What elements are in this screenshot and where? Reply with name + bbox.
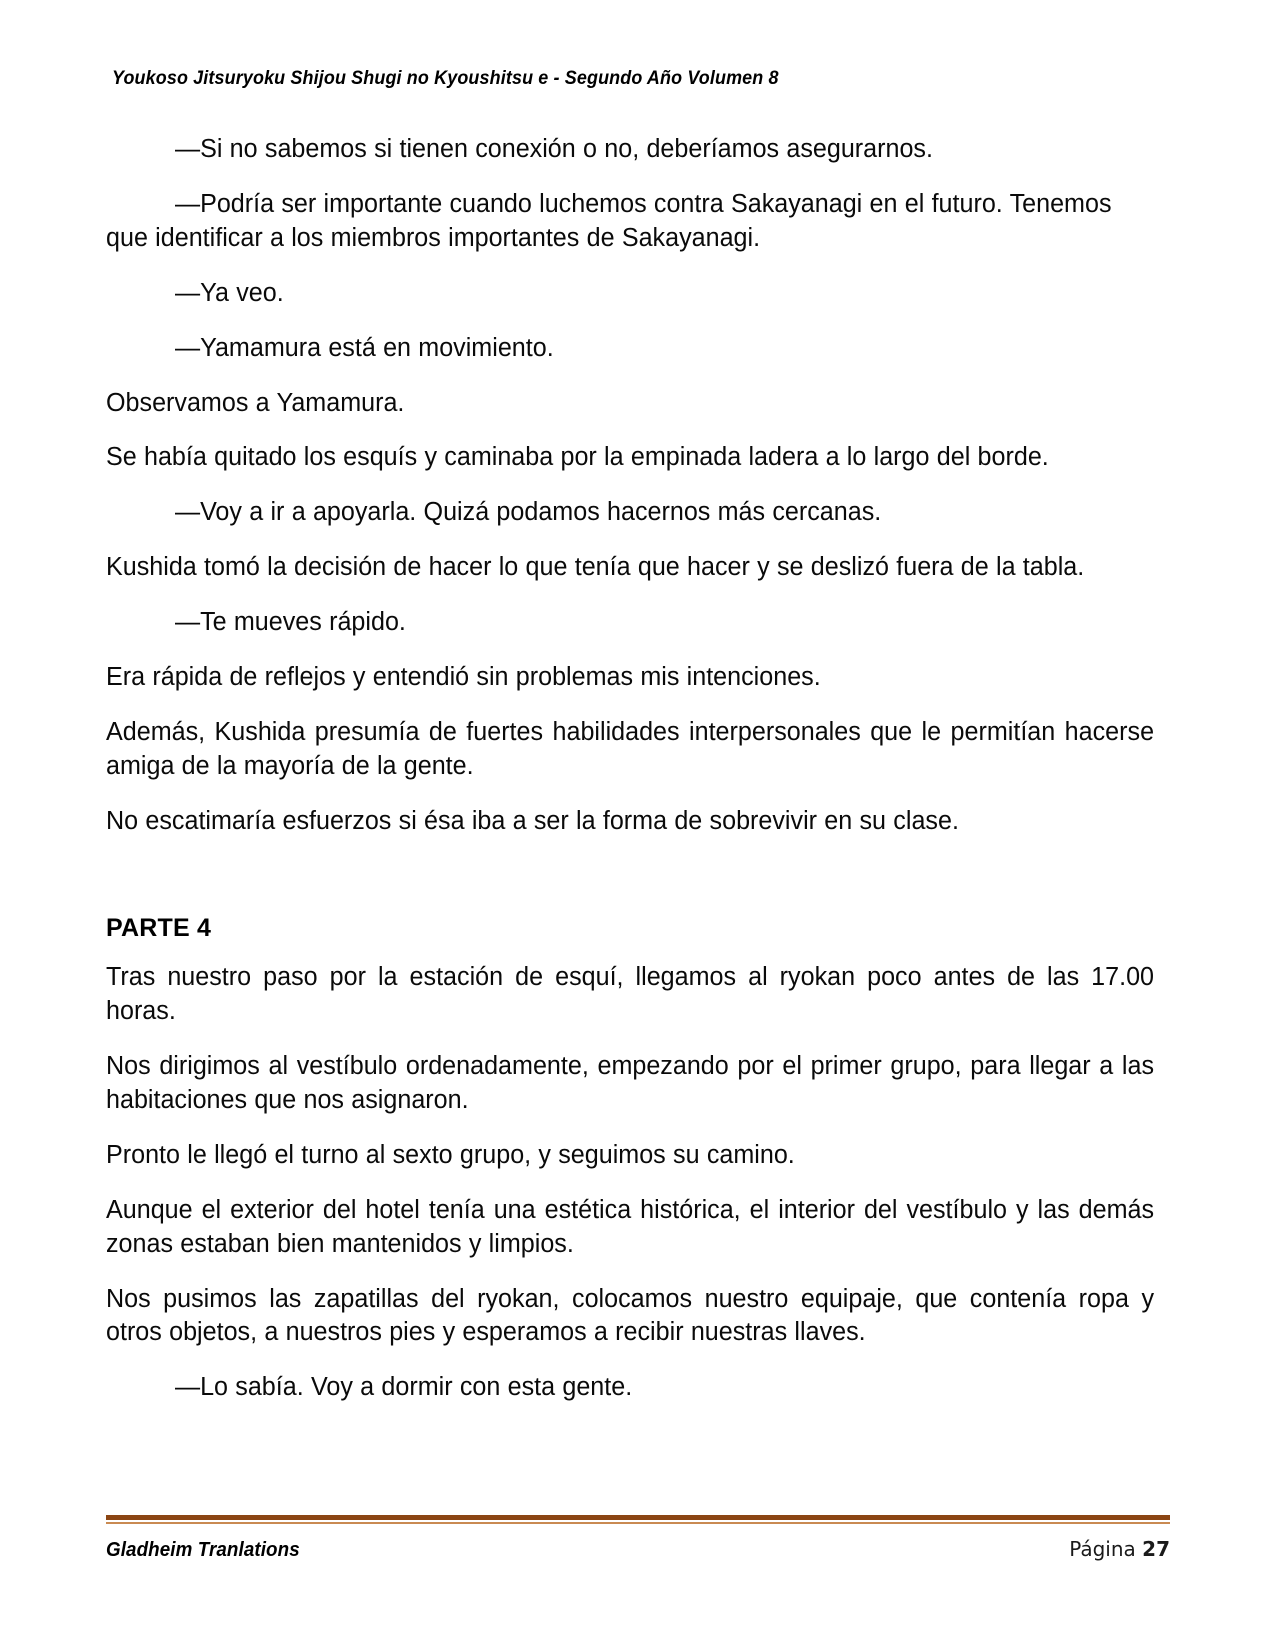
- paragraph: —Voy a ir a apoyarla. Quizá podamos hacernos más cercanas.: [174, 498, 882, 527]
- paragraph: Además, Kushida presumía de fuertes habilidades interpersonales que le permitían hacerse amiga de la mayoría de la gente.: [106, 717, 1155, 780]
- paragraph: —Ya veo.: [174, 278, 284, 307]
- paragraph: —Si no sabemos si tienen conexión o no, deberíamos asegurarnos.: [174, 135, 933, 163]
- page-header: [112, 68, 1164, 95]
- paragraph: Era rápida de reflejos y entendió sin problemas mis intenciones.: [106, 663, 821, 692]
- paragraph: No escatimaría esfuerzos si ésa iba a ser la forma de sobrevivir en su clase.: [106, 806, 959, 835]
- paragraph: —Te mueves rápido.: [174, 608, 406, 637]
- footer-credit: Gladheim Tranlations: [106, 1539, 300, 1561]
- footer-rule-thin: [106, 1522, 1170, 1524]
- paragraph: —Lo sabía. Voy a dormir con esta gente.: [174, 1373, 633, 1402]
- paragraph: Kushida tomó la decisión de hacer lo que tenía que hacer y se deslizó fuera de la tabla.: [106, 553, 1085, 582]
- paragraph: Tras nuestro paso por la estación de esquí, llegamos al ryokan poco antes de las 17.00 horas.: [106, 963, 1155, 1026]
- paragraph: Nos dirigimos al vestíbulo ordenadamente, empezando por el primer grupo, para llegar a las habitaciones que nos asignaron.: [106, 1052, 1155, 1114]
- footer-row: [106, 1537, 1170, 1562]
- footer-page-number: 27: [1142, 1537, 1170, 1561]
- page-footer: [106, 1515, 1170, 1562]
- paragraph: Observamos a Yamamura.: [106, 388, 405, 417]
- paragraph: Nos pusimos las zapatillas del ryokan, colocamos nuestro equipaje, que contenía ropa y otros objetos, a nuestros pies y esperamos a recibir nuestras llaves.: [106, 1284, 1155, 1347]
- document-body: [106, 133, 1170, 1405]
- paragraph: —Yamamura está en movimiento.: [174, 333, 554, 362]
- paragraph: Aunque el exterior del hotel tenía una estética histórica, el interior del vestíbulo y las demás zonas estaban bien mantenidos y limpios.: [106, 1195, 1155, 1258]
- header-divider: [112, 94, 1164, 95]
- footer-page-indicator: [1069, 1537, 1170, 1561]
- paragraph: Se había quitado los esquís y caminaba por la empinada ladera a lo largo del borde.: [106, 443, 1049, 472]
- header-title: Youkoso Jitsuryoku Shijou Shugi no Kyoushitsu e - Segundo Año Volumen 8: [112, 67, 779, 89]
- section-heading: PARTE 4: [106, 913, 212, 942]
- footer-page-label: Página: [1069, 1537, 1136, 1561]
- paragraph: Pronto le llegó el turno al sexto grupo, y seguimos su camino.: [106, 1140, 795, 1169]
- paragraph: —Podría ser importante cuando luchemos contra Sakayanagi en el futuro. Tenemos que identificar a los miembros importantes de Sakayanagi.: [106, 189, 1112, 252]
